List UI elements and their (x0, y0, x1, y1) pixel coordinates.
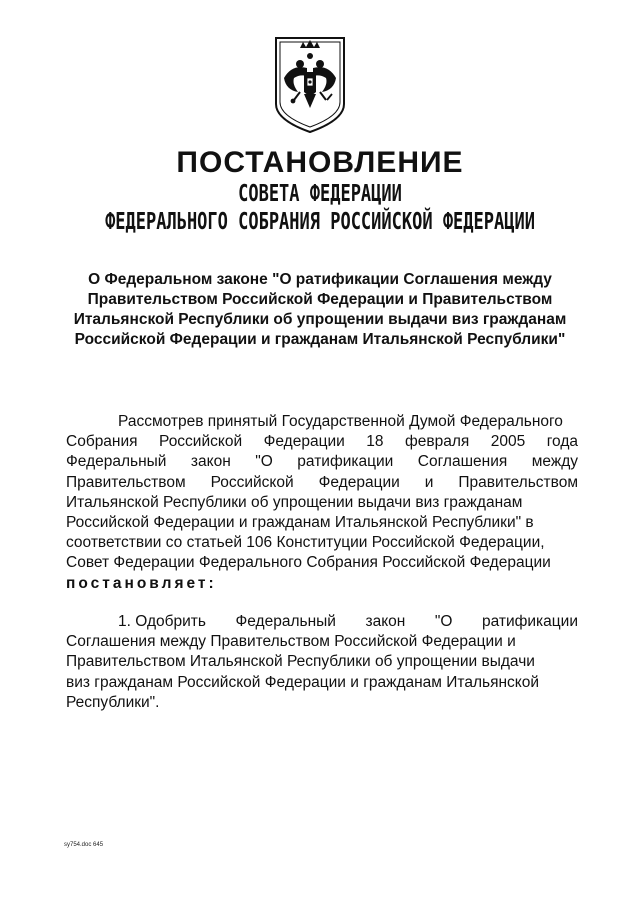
text-word: виз гражданам Российской Федерации и гражданам Итальянской (66, 673, 540, 691)
subject-line: Итальянской Республики об упрощении выдачи виз гражданам (73, 311, 567, 328)
document-subject (64, 270, 576, 350)
text-word: Рассмотрев принятый Государственной Думой Федерального (118, 413, 563, 430)
text-word: соответствии со статьей 106 Конституции Российской Федерации, (66, 534, 545, 552)
text-line (66, 493, 578, 513)
text-word: Соглашения между Правительством Российской Федерации и (66, 633, 516, 651)
text-word: 2005 (490, 433, 526, 451)
text-word: Итальянской Республики об упрощении выдачи виз гражданам (66, 493, 523, 511)
text-line (66, 652, 578, 672)
text-word: ратификации (297, 453, 394, 471)
text-word: Российской (210, 473, 294, 491)
text-word: между (531, 453, 578, 471)
text-line (66, 553, 578, 573)
text-line (66, 612, 578, 632)
text-word: Правительством (66, 473, 186, 491)
text-word: года (546, 433, 578, 451)
document-title: ПОСТАНОВЛЕНИЕ (176, 146, 464, 179)
text-line (66, 574, 578, 594)
text-word: Совет Федерации Федерального Собрания Российской Федерации (66, 554, 551, 572)
text-word: закон (365, 613, 406, 630)
text-line (66, 432, 578, 452)
text-word: Правительством Итальянской Республики об упрощении выдачи (66, 653, 535, 671)
paragraph-preamble (66, 412, 578, 594)
paragraph-resolution-item-1 (66, 612, 578, 713)
text-word: закон (190, 453, 231, 471)
text-line (66, 452, 578, 472)
text-word: Федеральный (66, 453, 167, 471)
resolution-keyword: постановляет: (66, 574, 217, 592)
text-word: "О (255, 453, 273, 471)
text-word: ратификации (481, 613, 578, 630)
text-line (66, 412, 578, 432)
text-line (66, 693, 578, 713)
text-line (66, 473, 578, 493)
text-word: Федерации (318, 473, 400, 491)
text-word: Собрания (66, 433, 138, 451)
coat-of-arms-emblem (270, 34, 350, 136)
text-word: Федеральный (235, 613, 336, 630)
text-word: Правительством (458, 473, 578, 491)
document-file-code: sy754.doc 645 (64, 842, 104, 848)
text-word: Федерации (263, 433, 345, 451)
document-subtitle-line1: СОВЕТА ФЕДЕРАЦИИ (238, 180, 402, 208)
text-line (66, 632, 578, 652)
text-word: "О (434, 613, 453, 630)
subject-line: Российской Федерации и гражданам Итальянской Республики" (74, 331, 566, 348)
text-word: Российской (159, 433, 243, 451)
text-word: и (424, 473, 434, 491)
text-word: февраля (404, 433, 470, 451)
subject-line: Правительством Российской Федерации и Правительством (87, 291, 553, 308)
text-word: Соглашения (417, 453, 508, 471)
text-line (66, 513, 578, 533)
text-word: 1. Одобрить (118, 613, 206, 630)
document-subtitle-line2: ФЕДЕРАЛЬНОГО СОБРАНИЯ РОССИЙСКОЙ ФЕДЕРАЦИИ (105, 208, 535, 236)
text-word: Республики". (66, 693, 160, 711)
text-word: Российской Федерации и гражданам Итальянской Республики" в (66, 514, 534, 532)
text-line (66, 673, 578, 693)
text-word: 18 (366, 433, 384, 451)
text-line (66, 533, 578, 553)
subject-line: О Федеральном законе "О ратификации Соглашения между (88, 271, 552, 288)
